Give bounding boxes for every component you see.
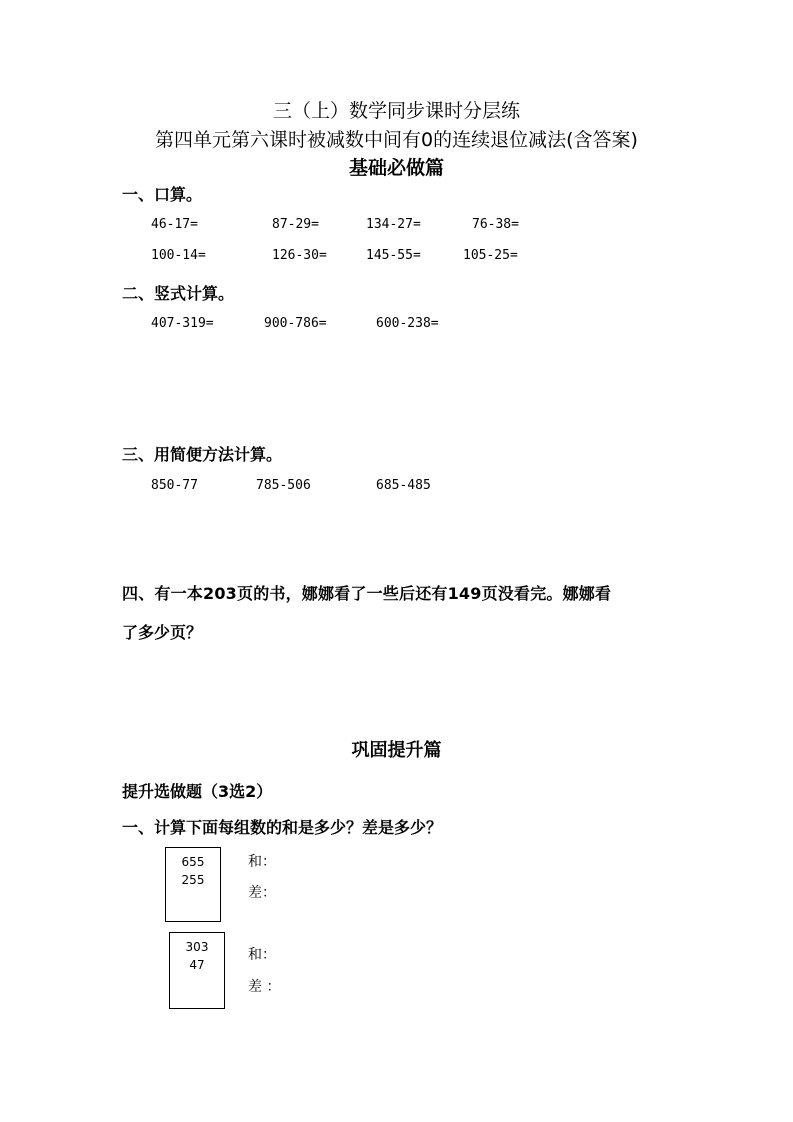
number-group-box — [169, 932, 225, 1009]
q3-title: 三、用简便方法计算。 — [122, 445, 283, 464]
worksheet-subtitle: 第四单元第六课时被减数中间有0的连续退位减法(含答案) — [155, 129, 638, 151]
worksheet-title: 三（上）数学同步课时分层练 — [272, 100, 520, 122]
sum-label: 和： — [248, 947, 276, 963]
q1-expr: 46-17= — [151, 217, 198, 232]
advanced-q1-title: 一、计算下面每组数的和是多少？差是多少？ — [122, 818, 443, 837]
q4-text-line1: 四、有一本203页的书，娜娜看了一些后还有149页没看完。娜娜看 — [122, 584, 612, 603]
number-b: 47 — [189, 958, 205, 972]
number-b: 255 — [181, 873, 205, 887]
q2-expr: 900-786= — [264, 316, 327, 331]
q2-expr: 407-319= — [151, 316, 214, 331]
q4-text-line2: 了多少页？ — [122, 623, 203, 642]
q1-expr: 100-14= — [151, 248, 206, 263]
q3-expr: 850-77 — [151, 478, 198, 493]
section-heading-advanced: 巩固提升篇 — [351, 740, 442, 761]
section-heading-basic: 基础必做篇 — [348, 157, 444, 179]
q1-expr: 76-38= — [472, 217, 519, 232]
q1-expr: 145-55= — [366, 248, 421, 263]
q2-expr: 600-238= — [376, 316, 439, 331]
number-group-box — [165, 847, 221, 922]
q1-expr: 87-29= — [272, 217, 319, 232]
q1-expr: 126-30= — [272, 248, 327, 263]
q3-expr: 785-506 — [256, 478, 311, 493]
q1-title: 一、口算。 — [122, 185, 203, 204]
q2-title: 二、竖式计算。 — [122, 284, 235, 303]
q3-expr: 685-485 — [376, 478, 431, 493]
q1-expr: 134-27= — [366, 217, 421, 232]
difference-label: 差 ： — [248, 979, 281, 995]
sum-label: 和： — [248, 854, 276, 870]
number-a: 655 — [181, 855, 205, 869]
difference-label: 差： — [248, 885, 276, 901]
advanced-subtitle: 提升选做题（3选2） — [122, 782, 273, 801]
q1-expr: 105-25= — [463, 248, 518, 263]
number-a: 303 — [185, 940, 209, 954]
